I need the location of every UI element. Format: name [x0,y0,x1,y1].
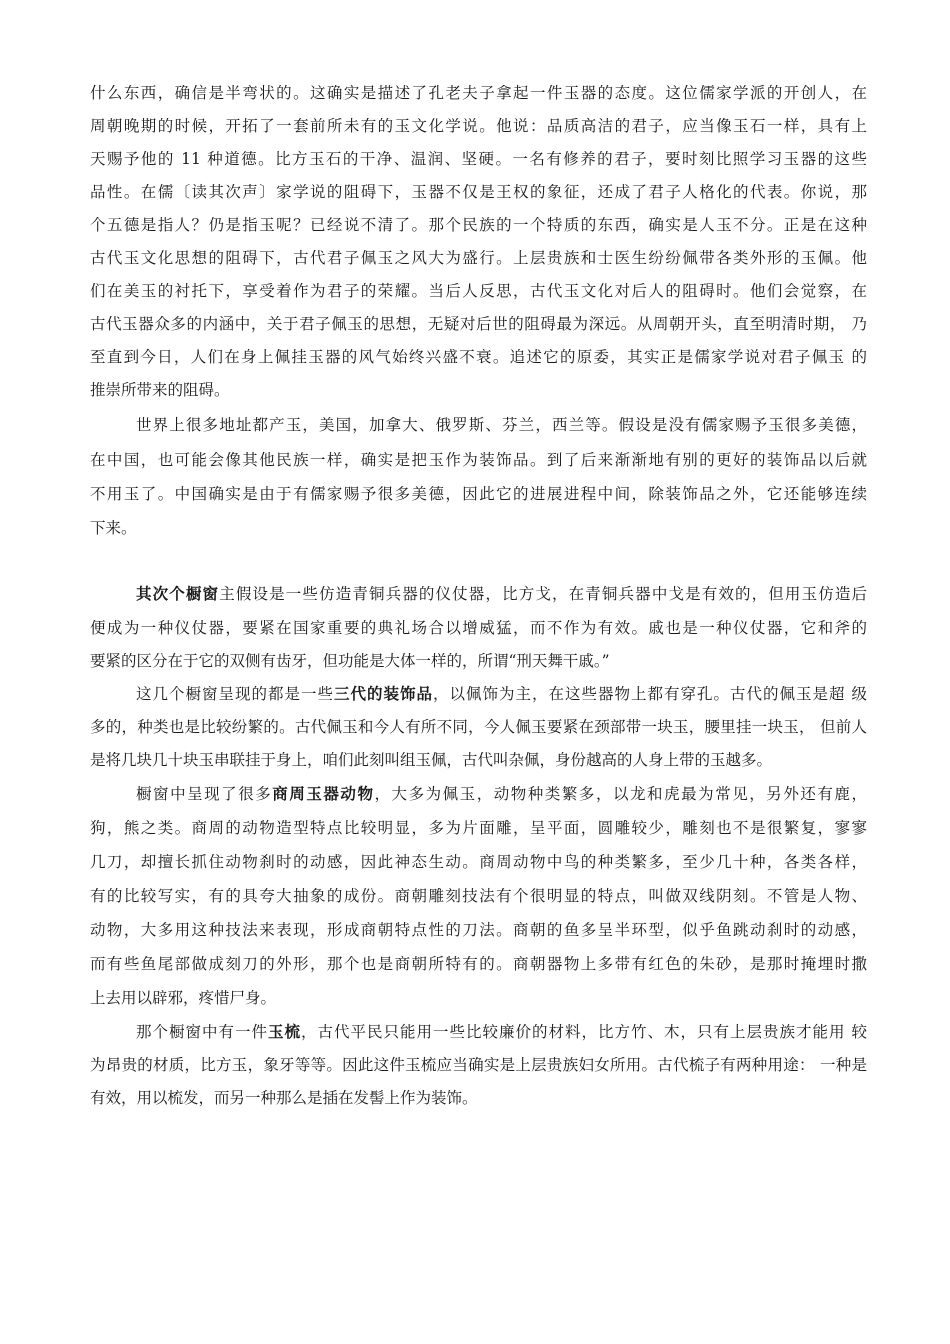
text-line: 便成为一种仪仗器，要紧在国家重要的典礼场合以增威猛，而不作为有效。戚也是一种仪仗器，它和斧的 [90,619,867,637]
text-line: 为昂贵的材质，比方玉，象牙等等。因此这件玉梳应当确实是上层贵族妇女所用。古代梳子有两种用途： 一种是 [90,1056,867,1074]
text-line: 是将几块几十块玉串联挂于身上，咱们此刻叫组玉佩，古代叫杂佩，身份越高的人身上带的玉越多。 [90,751,773,769]
text-line: 周朝晚期的时候，开拓了一套前所未有的玉文化学说。他说：品质高洁的君子，应当像玉石一样，具有上 [90,117,867,135]
text-line: 古代玉器众多的内涵中，关于君子佩玉的思想，无疑对后世的阻碍最为深远。从周朝开头，直至明清时期， 乃 [90,315,867,333]
text-line: 们在美玉的衬托下，享受着作为君子的荣耀。当后人反思，古代玉文化对后人的阻碍时。他们会觉察，在 [90,282,867,300]
text-line: 至直到今日，人们在身上佩挂玉器的风气始终兴盛不衰。追述它的原委，其实正是儒家学说对君子佩玉 的 [90,348,867,366]
text-run: ，大多为佩玉，动物种类繁多，以龙和虎最为常见，另外还有鹿， [374,785,867,803]
text-line: 在中国，也可能会像其他民族一样，确实是把玉作为装饰品。到了后来渐渐地有别的更好的装饰品以后就 [90,451,867,469]
text-line: 上去用以辟邪，疼惜尸身。 [90,989,277,1007]
text-run: ，以佩饰为主，在这些器物上都有穿孔。古代的佩玉是超 级 [433,685,867,703]
text-line [136,784,867,804]
text-line: 个五德是指人？仍是指玉呢？已经说不清了。那个民族的一个特质的东西，确实是人玉不分。正是在这种 [90,216,867,234]
bold-term: 商周玉器动物 [272,784,375,803]
text-line: 动物，大多用这种技法来表现，形成商朝特点性的刀法。商朝的鱼多呈半环型，似乎鱼跳动刹时的动感， [90,921,867,939]
text-line: 多的，种类也是比较纷繁的。古代佩玉和今人有所不同，今人佩玉要紧在颈部带一块玉，腰里挂一块玉， 但前人 [90,718,867,736]
text-line [136,584,867,604]
text-run: 主假设是一些仿造青铜兵器的仪仗器，比方戈，在青铜兵器中戈是有效的，但用玉仿造后 [219,585,867,603]
text-line: 不用玉了。中国确实是由于有儒家赐予很多美德，因此它的进展进程中间，除装饰品之外，它还能够连续 [90,485,867,503]
text-line: 要紧的区分在于它的双侧有齿牙，但功能是大体一样的，所谓“刑天舞干戚。” [90,652,610,670]
bold-term: 其次个橱窗 [136,584,220,603]
text-run: 橱窗中呈现了很多 [136,785,273,803]
text-line [136,1022,867,1042]
text-run: 那个橱窗中有一件 [136,1023,269,1041]
text-run: 这几个橱窗呈现的都是一些 [136,685,335,703]
text-line: 有的比较写实，有的具夸大抽象的成份。商朝雕刻技法有个很明显的特点，叫做双线阴刻。不管是人物、 [90,887,867,905]
text-line: 有效，用以梳发，而另一种那么是插在发髻上作为装饰。 [90,1089,478,1107]
bold-term: 三代的装饰品 [334,684,434,703]
text-run: ，古代平民只能用一些比较廉价的材料，比方竹、木，只有上层贵族才能用 较 [301,1023,867,1041]
text-line: 古代玉文化思想的阻碍下，古代君子佩玉之风大为盛行。上层贵族和士医生纷纷佩带各类外形的玉佩。他 [90,249,867,267]
text-line: 下来。 [90,519,137,537]
text-line: 品性。在儒〔读其次声〕家学说的阻碍下，玉器不仅是王权的象征，还成了君子人格化的代表。你说，那 [90,183,867,201]
bold-term: 玉梳 [268,1022,302,1041]
text-line: 狗，熊之类。商周的动物造型特点比较明显，多为片面雕，呈平面，圆雕较少，雕刻也不是很繁复，寥寥 [90,819,867,837]
text-line: 几刀，却擅长抓住动物刹时的动感，因此神态生动。商周动物中鸟的种类繁多，至少几十种，各类各样， [90,853,867,871]
text-line: 推崇所带来的阻碍。 [90,381,230,399]
text-line [136,684,867,704]
text-line: 天赐予他的 11 种道德。比方玉石的干净、温润、坚硬。一名有修养的君子，要时刻比照学习玉器的这些 [90,150,867,168]
text-line: 世界上很多地址都产玉，美国，加拿大、俄罗斯、芬兰，西兰等。假设是没有儒家赐予玉很多美德， [136,416,867,434]
text-line: 而有些鱼尾部做成刻刀的外形，那个也是商朝所特有的。商朝器物上多带有红色的朱砂，是那时掩埋时撒 [90,955,867,973]
text-line: 什么东西，确信是半弯状的。这确实是描述了孔老夫子拿起一件玉器的态度。这位儒家学派的开创人，在 [90,84,867,102]
